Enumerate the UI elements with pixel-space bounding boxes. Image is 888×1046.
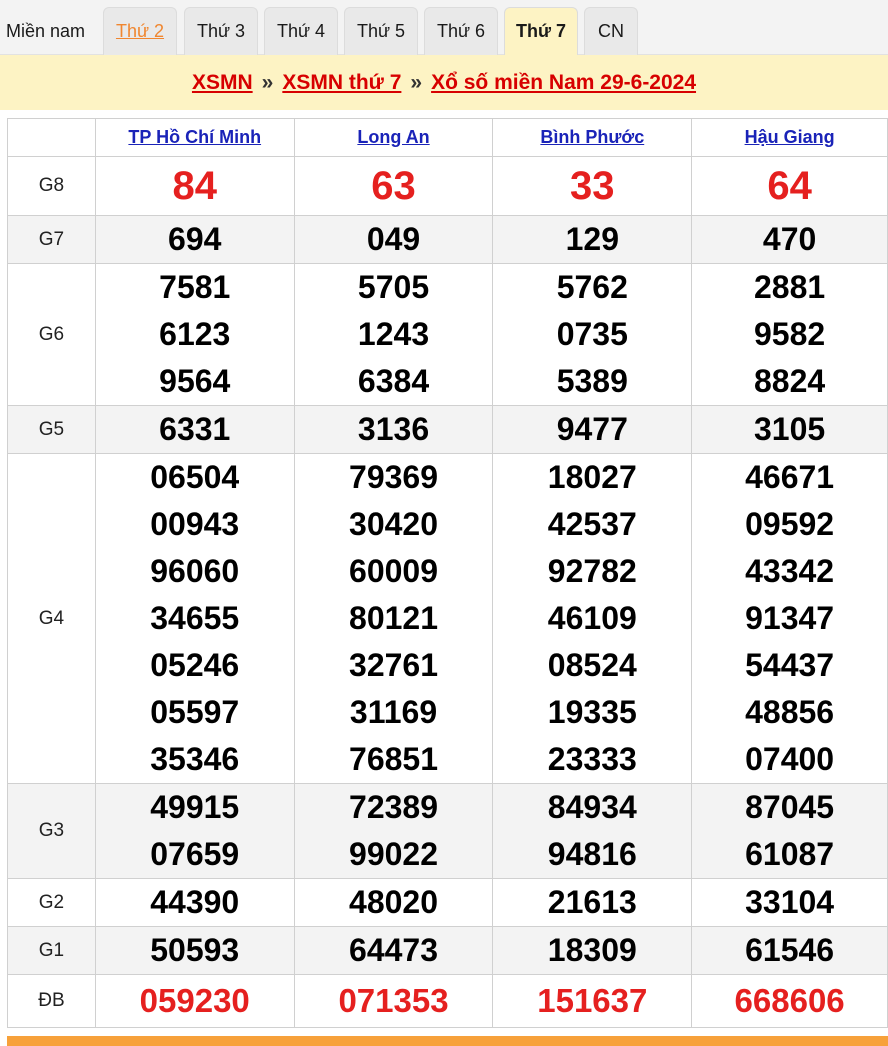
prize-number: 49915	[150, 789, 240, 825]
prize-row-g8	[8, 157, 888, 216]
tab-thu-7[interactable]: Thứ 7	[504, 7, 578, 55]
prize-number: 129	[565, 221, 619, 257]
prize-number: 80121	[349, 600, 438, 636]
prize-label: G6	[8, 264, 96, 406]
prize-number: 06504	[150, 459, 240, 495]
prize-number: 07400	[745, 741, 835, 777]
prize-cell	[493, 454, 692, 784]
special-prize-number: 071353	[338, 982, 449, 1019]
prize-number: 92782	[547, 553, 637, 589]
prize-label: G2	[8, 879, 96, 927]
prize-number: 9564	[159, 363, 231, 399]
prize-number: 46109	[547, 600, 637, 636]
prize-number: 84	[172, 164, 217, 208]
prize-number: 61546	[745, 932, 835, 968]
prize-cell	[493, 927, 692, 975]
prize-cell	[692, 216, 888, 264]
prize-number: 34655	[150, 600, 240, 636]
tab-thu-6[interactable]: Thứ 6	[424, 7, 498, 55]
prize-cell	[692, 264, 888, 406]
results-table	[7, 118, 888, 1028]
prize-number: 48020	[349, 884, 438, 920]
prize-cell	[493, 216, 692, 264]
prize-number: 33104	[745, 884, 835, 920]
prize-label: G3	[8, 784, 96, 879]
footer-bar	[7, 1036, 888, 1046]
province-link-hau-giang[interactable]: Hậu Giang	[744, 127, 835, 147]
prize-label: G5	[8, 406, 96, 454]
prize-number: 05246	[150, 647, 240, 683]
prize-number: 00943	[150, 506, 240, 542]
prize-number: 05597	[150, 694, 240, 730]
prize-number: 6123	[159, 316, 231, 352]
prize-cell	[493, 264, 692, 406]
prize-number: 3105	[754, 411, 826, 447]
prize-number: 08524	[547, 647, 637, 683]
prize-number: 87045	[745, 789, 835, 825]
special-prize-number: 151637	[537, 982, 648, 1019]
prize-cell	[692, 927, 888, 975]
prize-number: 7581	[159, 269, 231, 305]
prize-cell	[95, 879, 294, 927]
prize-number: 43342	[745, 553, 835, 589]
prize-cell	[294, 216, 493, 264]
prize-cell	[493, 784, 692, 879]
prize-number: 72389	[349, 789, 438, 825]
prize-cell	[95, 406, 294, 454]
prize-label: G4	[8, 454, 96, 784]
prize-number: 30420	[349, 506, 438, 542]
prize-row-g3	[8, 784, 888, 879]
prize-cell	[692, 975, 888, 1028]
prize-number: 32761	[349, 647, 438, 683]
prize-row-đb	[8, 975, 888, 1028]
prize-cell	[493, 975, 692, 1028]
prize-number: 07659	[150, 836, 240, 872]
prize-number: 99022	[349, 836, 438, 872]
tab-thu-2[interactable]: Thứ 2	[103, 7, 177, 55]
prize-cell	[294, 975, 493, 1028]
prize-number: 049	[366, 221, 421, 257]
prize-cell	[294, 406, 493, 454]
prize-cell	[95, 157, 294, 216]
prize-number: 23333	[547, 741, 637, 777]
province-header	[95, 119, 294, 157]
prize-number: 3136	[357, 411, 430, 447]
prize-cell	[294, 454, 493, 784]
prize-number: 9582	[754, 316, 826, 352]
prize-number: 5762	[556, 269, 628, 305]
prize-number: 44390	[150, 884, 240, 920]
page-title	[0, 55, 888, 110]
prize-number: 6384	[357, 363, 430, 399]
prize-cell	[95, 784, 294, 879]
prize-row-g4	[8, 454, 888, 784]
day-tabs	[0, 0, 888, 55]
prize-number: 42537	[547, 506, 637, 542]
prize-number: 31169	[349, 694, 438, 730]
prize-cell	[692, 157, 888, 216]
prize-number: 1243	[357, 316, 430, 352]
xsmn-thu-7-link[interactable]: XSMN thứ 7	[282, 70, 402, 94]
prize-cell	[95, 927, 294, 975]
province-link-long-an[interactable]: Long An	[357, 127, 430, 147]
prize-number: 21613	[547, 884, 637, 920]
prize-number: 5389	[556, 363, 628, 399]
prize-number: 76851	[349, 741, 438, 777]
prize-cell	[95, 264, 294, 406]
prize-cell	[95, 975, 294, 1028]
prize-number: 60009	[349, 553, 438, 589]
special-prize-number: 059230	[139, 982, 250, 1019]
prize-number: 35346	[150, 741, 240, 777]
prize-number: 5705	[357, 269, 430, 305]
prize-number: 33	[570, 164, 615, 208]
header-row	[8, 119, 888, 157]
tab-mien-nam[interactable]: Miền nam	[6, 20, 86, 41]
prize-number: 18309	[547, 932, 637, 968]
prize-number: 470	[762, 221, 817, 257]
prize-number: 94816	[547, 836, 637, 872]
prize-number: 19335	[547, 694, 637, 730]
result-date-link[interactable]: Xổ số miền Nam 29-6-2024	[431, 70, 697, 94]
tab-thu-3[interactable]: Thứ 3	[184, 7, 258, 55]
prize-cell	[294, 879, 493, 927]
prize-number: 50593	[150, 932, 240, 968]
prize-label: ĐB	[8, 975, 96, 1028]
prize-number: 96060	[150, 553, 240, 589]
header-corner	[8, 119, 96, 157]
xsmn-link[interactable]: XSMN	[191, 70, 253, 94]
prize-number: 2881	[754, 269, 826, 305]
prize-number: 18027	[547, 459, 637, 495]
prize-number: 46671	[745, 459, 835, 495]
prize-number: 0735	[556, 316, 628, 352]
prize-number: 64	[767, 164, 812, 208]
prize-row-g7	[8, 216, 888, 264]
prize-cell	[294, 157, 493, 216]
prize-label: G8	[8, 157, 96, 216]
prize-number: 8824	[754, 363, 826, 399]
prize-cell	[294, 264, 493, 406]
prize-cell	[294, 927, 493, 975]
prize-number: 09592	[745, 506, 835, 542]
prize-cell	[493, 157, 692, 216]
prize-number: 84934	[547, 789, 637, 825]
prize-number: 79369	[349, 459, 438, 495]
breadcrumb-separator: »	[410, 70, 423, 94]
prize-number: 91347	[745, 600, 835, 636]
prize-cell	[294, 784, 493, 879]
province-link-binh-phuoc[interactable]: Bình Phước	[540, 127, 645, 147]
tab-cn[interactable]: CN	[584, 7, 638, 55]
prize-row-g5	[8, 406, 888, 454]
province-link-tphcm[interactable]: TP Hồ Chí Minh	[128, 127, 262, 147]
tab-thu-4[interactable]: Thứ 4	[264, 7, 338, 55]
province-header	[294, 119, 493, 157]
prize-row-g2	[8, 879, 888, 927]
prize-cell	[692, 784, 888, 879]
special-prize-number: 668606	[734, 982, 845, 1019]
prize-cell	[692, 406, 888, 454]
province-header	[692, 119, 888, 157]
province-header	[493, 119, 692, 157]
prize-cell	[692, 454, 888, 784]
prize-number: 48856	[745, 694, 835, 730]
prize-number: 9477	[556, 411, 628, 447]
prize-number: 6331	[159, 411, 231, 447]
tab-thu-5[interactable]: Thứ 5	[344, 7, 418, 55]
prize-cell	[692, 879, 888, 927]
prize-cell	[95, 454, 294, 784]
prize-number: 694	[168, 221, 222, 257]
prize-cell	[493, 879, 692, 927]
prize-cell	[95, 216, 294, 264]
breadcrumb-separator: »	[261, 70, 274, 94]
prize-number: 63	[371, 164, 416, 208]
prize-row-g1	[8, 927, 888, 975]
prize-number: 54437	[745, 647, 835, 683]
prize-number: 61087	[745, 836, 835, 872]
prize-label: G7	[8, 216, 96, 264]
prize-number: 64473	[349, 932, 438, 968]
prize-row-g6	[8, 264, 888, 406]
prize-label: G1	[8, 927, 96, 975]
prize-cell	[493, 406, 692, 454]
